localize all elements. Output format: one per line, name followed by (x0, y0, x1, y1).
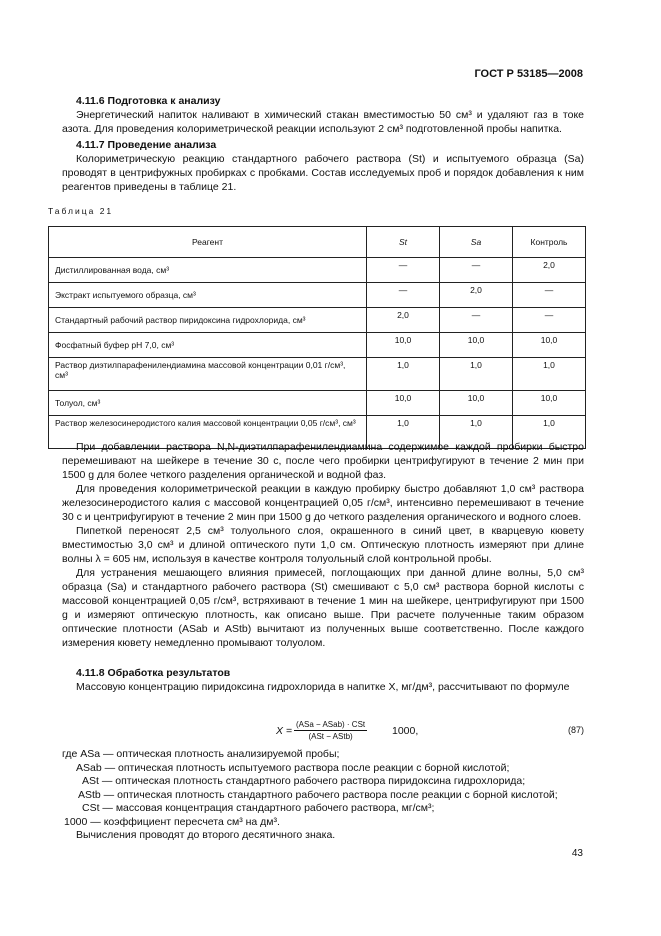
header-sa: Sa (440, 227, 513, 258)
formula-factor: 1000, (392, 725, 419, 737)
cell-reagent: Фосфатный буфер pH 7,0, см³ (49, 333, 367, 358)
cell-control: 10,0 (513, 391, 586, 416)
cell-sa: — (440, 308, 513, 333)
body-paragraphs (62, 440, 584, 650)
section-4-11-8 (62, 666, 584, 694)
cell-reagent: Дистиллированная вода, см³ (49, 258, 367, 283)
section-text: Энергетический напиток наливают в химический стакан вместимостью 50 см³ и удаляют газ в токе азота. Для проведения колориметрической реакции используют 2 см³ подготовленной пробы напитка. (62, 109, 584, 135)
cell-reagent: Стандартный рабочий раствор пиридоксина гидрохлорида, см³ (49, 308, 367, 333)
table-header-row (49, 227, 586, 258)
cell-reagent: Раствор диэтилпарафенилендиамина массовой концентрации 0,01 г/см³, см³ (49, 358, 367, 391)
formula-denominator: (ASt − AStb) (308, 732, 353, 741)
paragraph: Пипеткой переносят 2,5 см³ толуольного слоя, окрашенного в синий цвет, в кварцевую кювету вместимостью 3,0 см³ и длиной оптического пути 1,0 см. Оптическую плотность измеряют при длине волны λ = 605 нм, используя в качестве контроля толуольный слой контрольной пробы. (62, 525, 584, 565)
table-caption: Таблица 21 (48, 206, 114, 216)
section-text: Массовую концентрацию пиридоксина гидрохлорида в напитке X, мг/дм³, рассчитывают по формуле (76, 681, 570, 693)
cell-sa: 10,0 (440, 333, 513, 358)
cell-sa: — (440, 258, 513, 283)
page-number: 43 (571, 848, 583, 859)
cell-st: 1,0 (367, 358, 440, 391)
section-title: 4.11.6 Подготовка к анализу (76, 95, 221, 107)
definition-item: ASt — оптическая плотность стандартного рабочего раствора пиридоксина гидрохлорида; (82, 775, 526, 787)
cell-st: 10,0 (367, 391, 440, 416)
section-4-11-7 (62, 138, 584, 194)
cell-sa: 2,0 (440, 283, 513, 308)
cell-st: — (367, 283, 440, 308)
table-row (49, 258, 586, 283)
table-row (49, 308, 586, 333)
section-4-11-6 (62, 94, 584, 136)
paragraph: При добавлении раствора N,N-диэтилпарафенилендиамина содержимое каждой пробирки быстро перемешивают на шейкере в течение 30 с, после чего пробирки центрифугируют в течение 2 мин при 1500 g для более четкого разделения органической и водной фаз. (62, 441, 584, 481)
cell-reagent: Раствор железосинеродистого калия массовой концентрации 0,05 г/см³, см³ (49, 416, 367, 449)
header-st: St (367, 227, 440, 258)
table-row (49, 333, 586, 358)
cell-st: 2,0 (367, 308, 440, 333)
cell-control: 1,0 (513, 416, 586, 449)
section-title: 4.11.8 Обработка результатов (76, 667, 231, 679)
header-reagent: Реагент (49, 227, 367, 258)
formula-fraction (294, 720, 367, 741)
cell-st: — (367, 258, 440, 283)
cell-reagent: Экстракт испытуемого образца, см³ (49, 283, 367, 308)
cell-control: 1,0 (513, 358, 586, 391)
section-text: Колориметрическую реакцию стандартного рабочего раствора (St) и испытуемого образца (Sa) проводят в центрифужных пробирках с пробками. Состав исследуемых проб и порядок добавления к ним реагентов приведены в таблице 21. (62, 153, 584, 193)
cell-control: — (513, 308, 586, 333)
definition-item: CSt — массовая концентрация стандартного рабочего раствора, мг/см³; (82, 802, 435, 814)
definition-item: 1000 — коэффициент пересчета см³ на дм³. (64, 815, 280, 828)
cell-reagent: Толуол, см³ (49, 391, 367, 416)
table-row (49, 283, 586, 308)
symbol-definitions (62, 748, 584, 843)
formula-lhs: X = (276, 725, 293, 737)
definition-item: где ASa — оптическая плотность анализируемой пробы; (62, 748, 340, 760)
cell-sa: 1,0 (440, 358, 513, 391)
definition-item: ASab — оптическая плотность испытуемого раствора после реакции с борной кислотой; (76, 761, 510, 774)
cell-control: 2,0 (513, 258, 586, 283)
table-row (49, 358, 586, 391)
cell-st: 10,0 (367, 333, 440, 358)
formula-87 (62, 718, 584, 744)
standard-header: ГОСТ Р 53185—2008 (474, 68, 583, 80)
cell-sa: 1,0 (440, 416, 513, 449)
paragraph: Для устранения мешающего влияния примесей, поглощающих при данной длине волны, 5,0 см³ образца (Sa) и стандартного рабочего раствора (St) смешивают с 5,0 см³ раствора борной кислоты с массовой концентрацией 0,05 г/см³, встряхивают в течение 1 мин на шейкере, центрифугируют при 1500 g и измеряют оптическую плотность, как описано выше. При расчете полученные таким образом оптические плотности (ASab и AStb) вычитают из полученных выше соответственно. После каждого измерения кювету немедленно промывают толуолом. (62, 567, 584, 649)
definition-item: AStb — оптическая плотность стандартного рабочего раствора после реакции с борной кислотой; (78, 788, 558, 801)
cell-control: 10,0 (513, 333, 586, 358)
paragraph: Для проведения колориметрической реакции в каждую пробирку быстро добавляют 1,0 см³ раствора железосинеродистого калия с массовой концентрацией 0,05 г/см³, интенсивно перемешивают в течение 30 с и центрифугируют в течение 2 мин при 1500 g до четкого разделения органического и водного слоев. (62, 483, 584, 523)
reagent-table (48, 226, 586, 449)
closing-note: Вычисления проводят до второго десятичного знака. (76, 829, 336, 841)
table-row (49, 391, 586, 416)
cell-control: — (513, 283, 586, 308)
header-control: Контроль (513, 227, 586, 258)
formula-numerator: (ASa − ASab) · CSt (296, 720, 366, 729)
cell-sa: 10,0 (440, 391, 513, 416)
formula-number: (87) (567, 725, 584, 735)
section-title: 4.11.7 Проведение анализа (76, 139, 217, 151)
cell-st: 1,0 (367, 416, 440, 449)
